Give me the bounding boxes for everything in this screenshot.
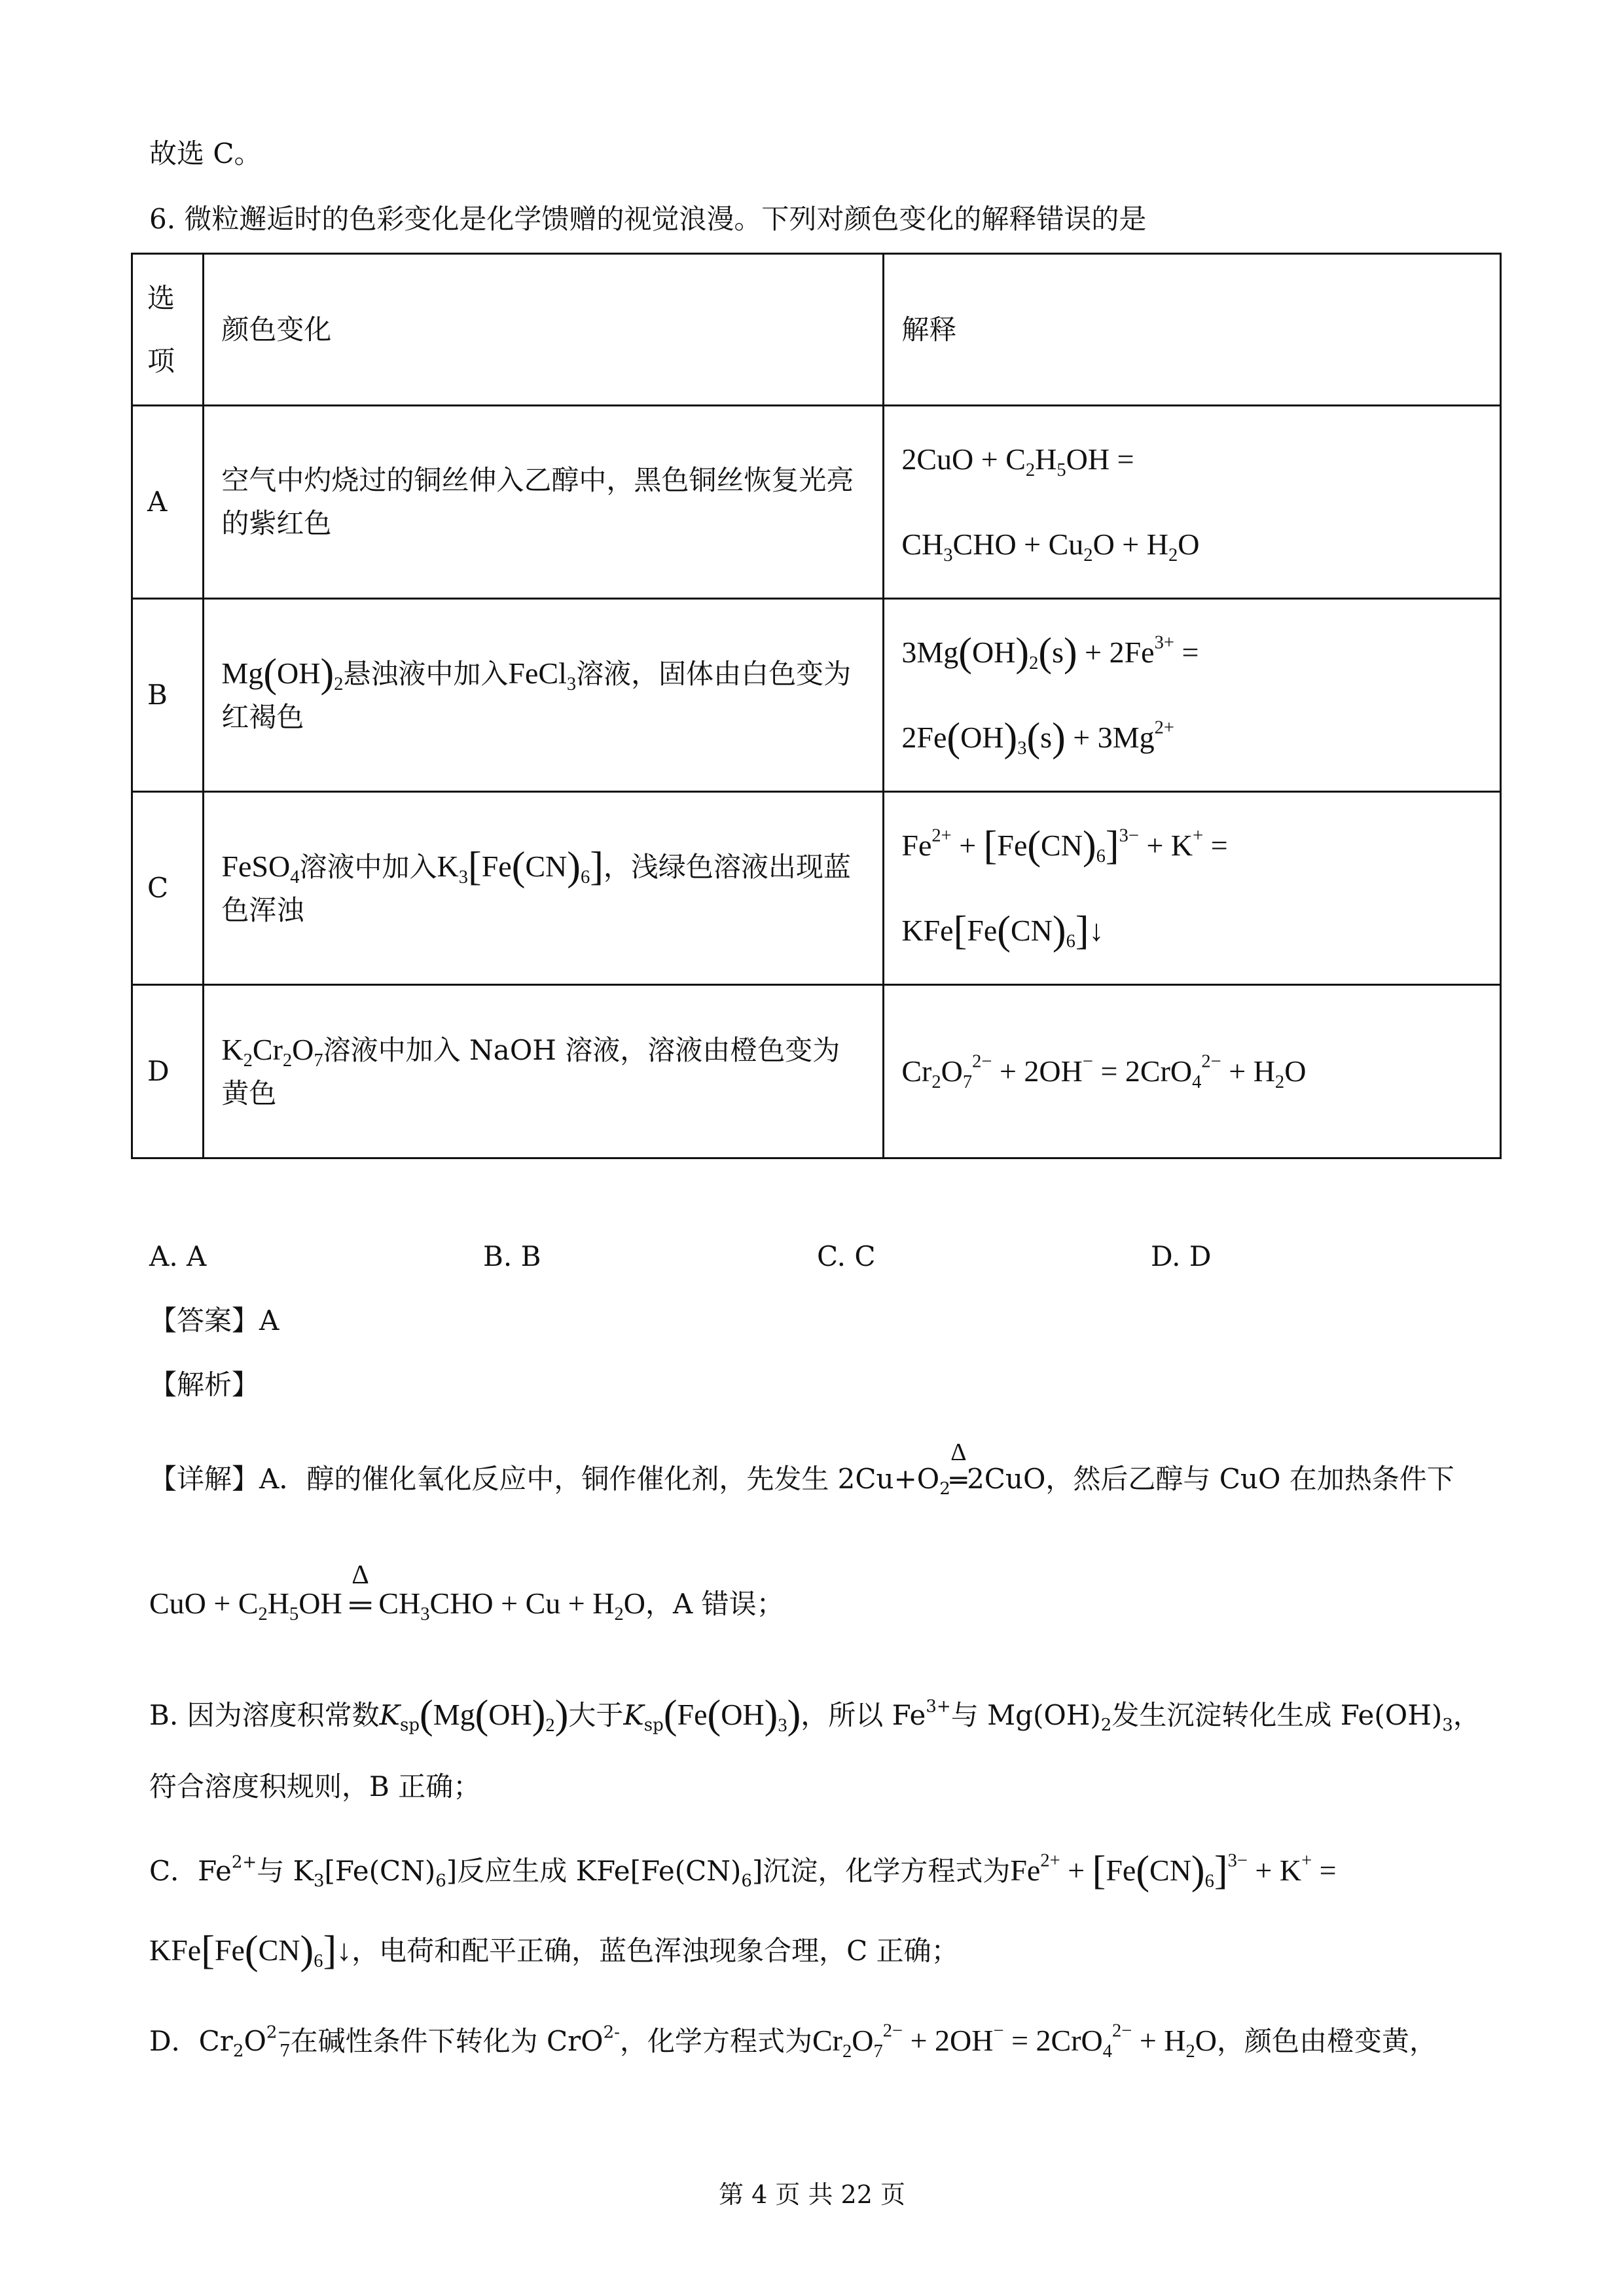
row-explanation: $Fe^{2+} + [Fe(CN)_6]^{3-} + K^+$ = $KFe[Fe(CN)_6]↓$ [884,792,1501,985]
row-label: A [132,406,204,599]
analysis-title: 【解析】 [149,1369,260,1401]
row-change: $Mg(OH)_2$悬浊液中加入FeCl$_3$溶液，固体由白色变为红褐色 [204,599,884,792]
row-label: C [132,792,204,985]
detail-b-line1: B. 因为溶度积常数$K_{sp}(Mg(OH)_2)$大于$K_{sp}(Fe(OH)_3)$，所以 $Fe^{3+}$与 $Mg(OH)_2$发生沉淀转化生成 $Fe(OH)_3$， [149,1692,1481,1737]
table-row [132,985,1501,1158]
header-option: 选 项 [132,254,204,406]
intro-line: 故选 C。 [149,137,262,170]
detail-a-line1: 【详解】A．醇的催化氧化反应中，铜作催化剂，先发生 $2Cu+O_2$ Δ ═2CuO，然后乙醇与 CuO 在加热条件下 [149,1438,1454,1499]
detail-d-line1: D．$Cr_2O^{2-}_7$在碱性条件下转化为 CrO$^{2-}$，化学方程式为$Cr_2O_7^{2-} + 2OH^- = 2CrO_4^{2-} + H_2O$，颜色由橙变黄， [149,2020,1437,2062]
row-change: 空气中灼烧过的铜丝伸入乙醇中，黑色铜丝恢复光亮的紫红色 [204,406,884,599]
question-stem: 6. 微粒邂逅时的色彩变化是化学馈赠的视觉浪漫。下列对颜色变化的解释错误的是 [149,203,1147,235]
table-header-row [132,254,1501,406]
detail-b-line2: 符合溶度积规则，B 正确； [149,1770,481,1803]
detail-c-line1: C．$Fe^{2+}$与 $K_3[Fe(CN)_6]$反应生成 $KFe[Fe(CN)_6]$沉淀，化学方程式为$Fe^{2+} + [Fe(CN)_6]^{3-} + K^+$ = [149,1848,1337,1893]
header-explanation: 解释 [884,254,1501,406]
row-change: FeSO$_4$溶液中加入$K_3[Fe(CN)_6]$，浅绿色溶液出现蓝色浑浊 [204,792,884,985]
choice-a: A. A [149,1240,207,1272]
table-row [132,792,1501,985]
detail-c-line2: $KFe[Fe(CN)_6]↓$，电荷和配平正确，蓝色浑浊现象合理，C 正确； [149,1928,959,1973]
answer: 【答案】A [149,1304,280,1336]
choice-d: D. D [1151,1240,1212,1272]
row-label: D [132,985,204,1158]
row-explanation: $2CuO + C_2H_5OH$ = $CH_3CHO + Cu_2O + H_2O$ [884,406,1501,599]
table-row [132,599,1501,792]
question-table [131,253,1502,1159]
choice-c: C. C [817,1240,876,1272]
detail-a-line2: CuO + $C_2H_5OH$ Δ ═ $CH_3CHO + Cu + H_2O$，A 错误； [149,1558,784,1624]
row-change: $K_2Cr_2O_7$溶液中加入 NaOH 溶液，溶液由橙色变为黄色 [204,985,884,1158]
row-label: B [132,599,204,792]
page-footer: 第 4 页 共 22 页 [719,2180,905,2209]
table-row [132,406,1501,599]
header-change: 颜色变化 [204,254,884,406]
row-explanation: $Cr_2O_7^{2-} + 2OH^- = 2CrO_4^{2-} + H_2O$ [884,985,1501,1158]
row-explanation: $3Mg(OH)_2(s) + 2Fe^{3+}$ = $2Fe(OH)_3(s) + 3Mg^{2+}$ [884,599,1501,792]
choice-b: B. B [483,1240,541,1272]
